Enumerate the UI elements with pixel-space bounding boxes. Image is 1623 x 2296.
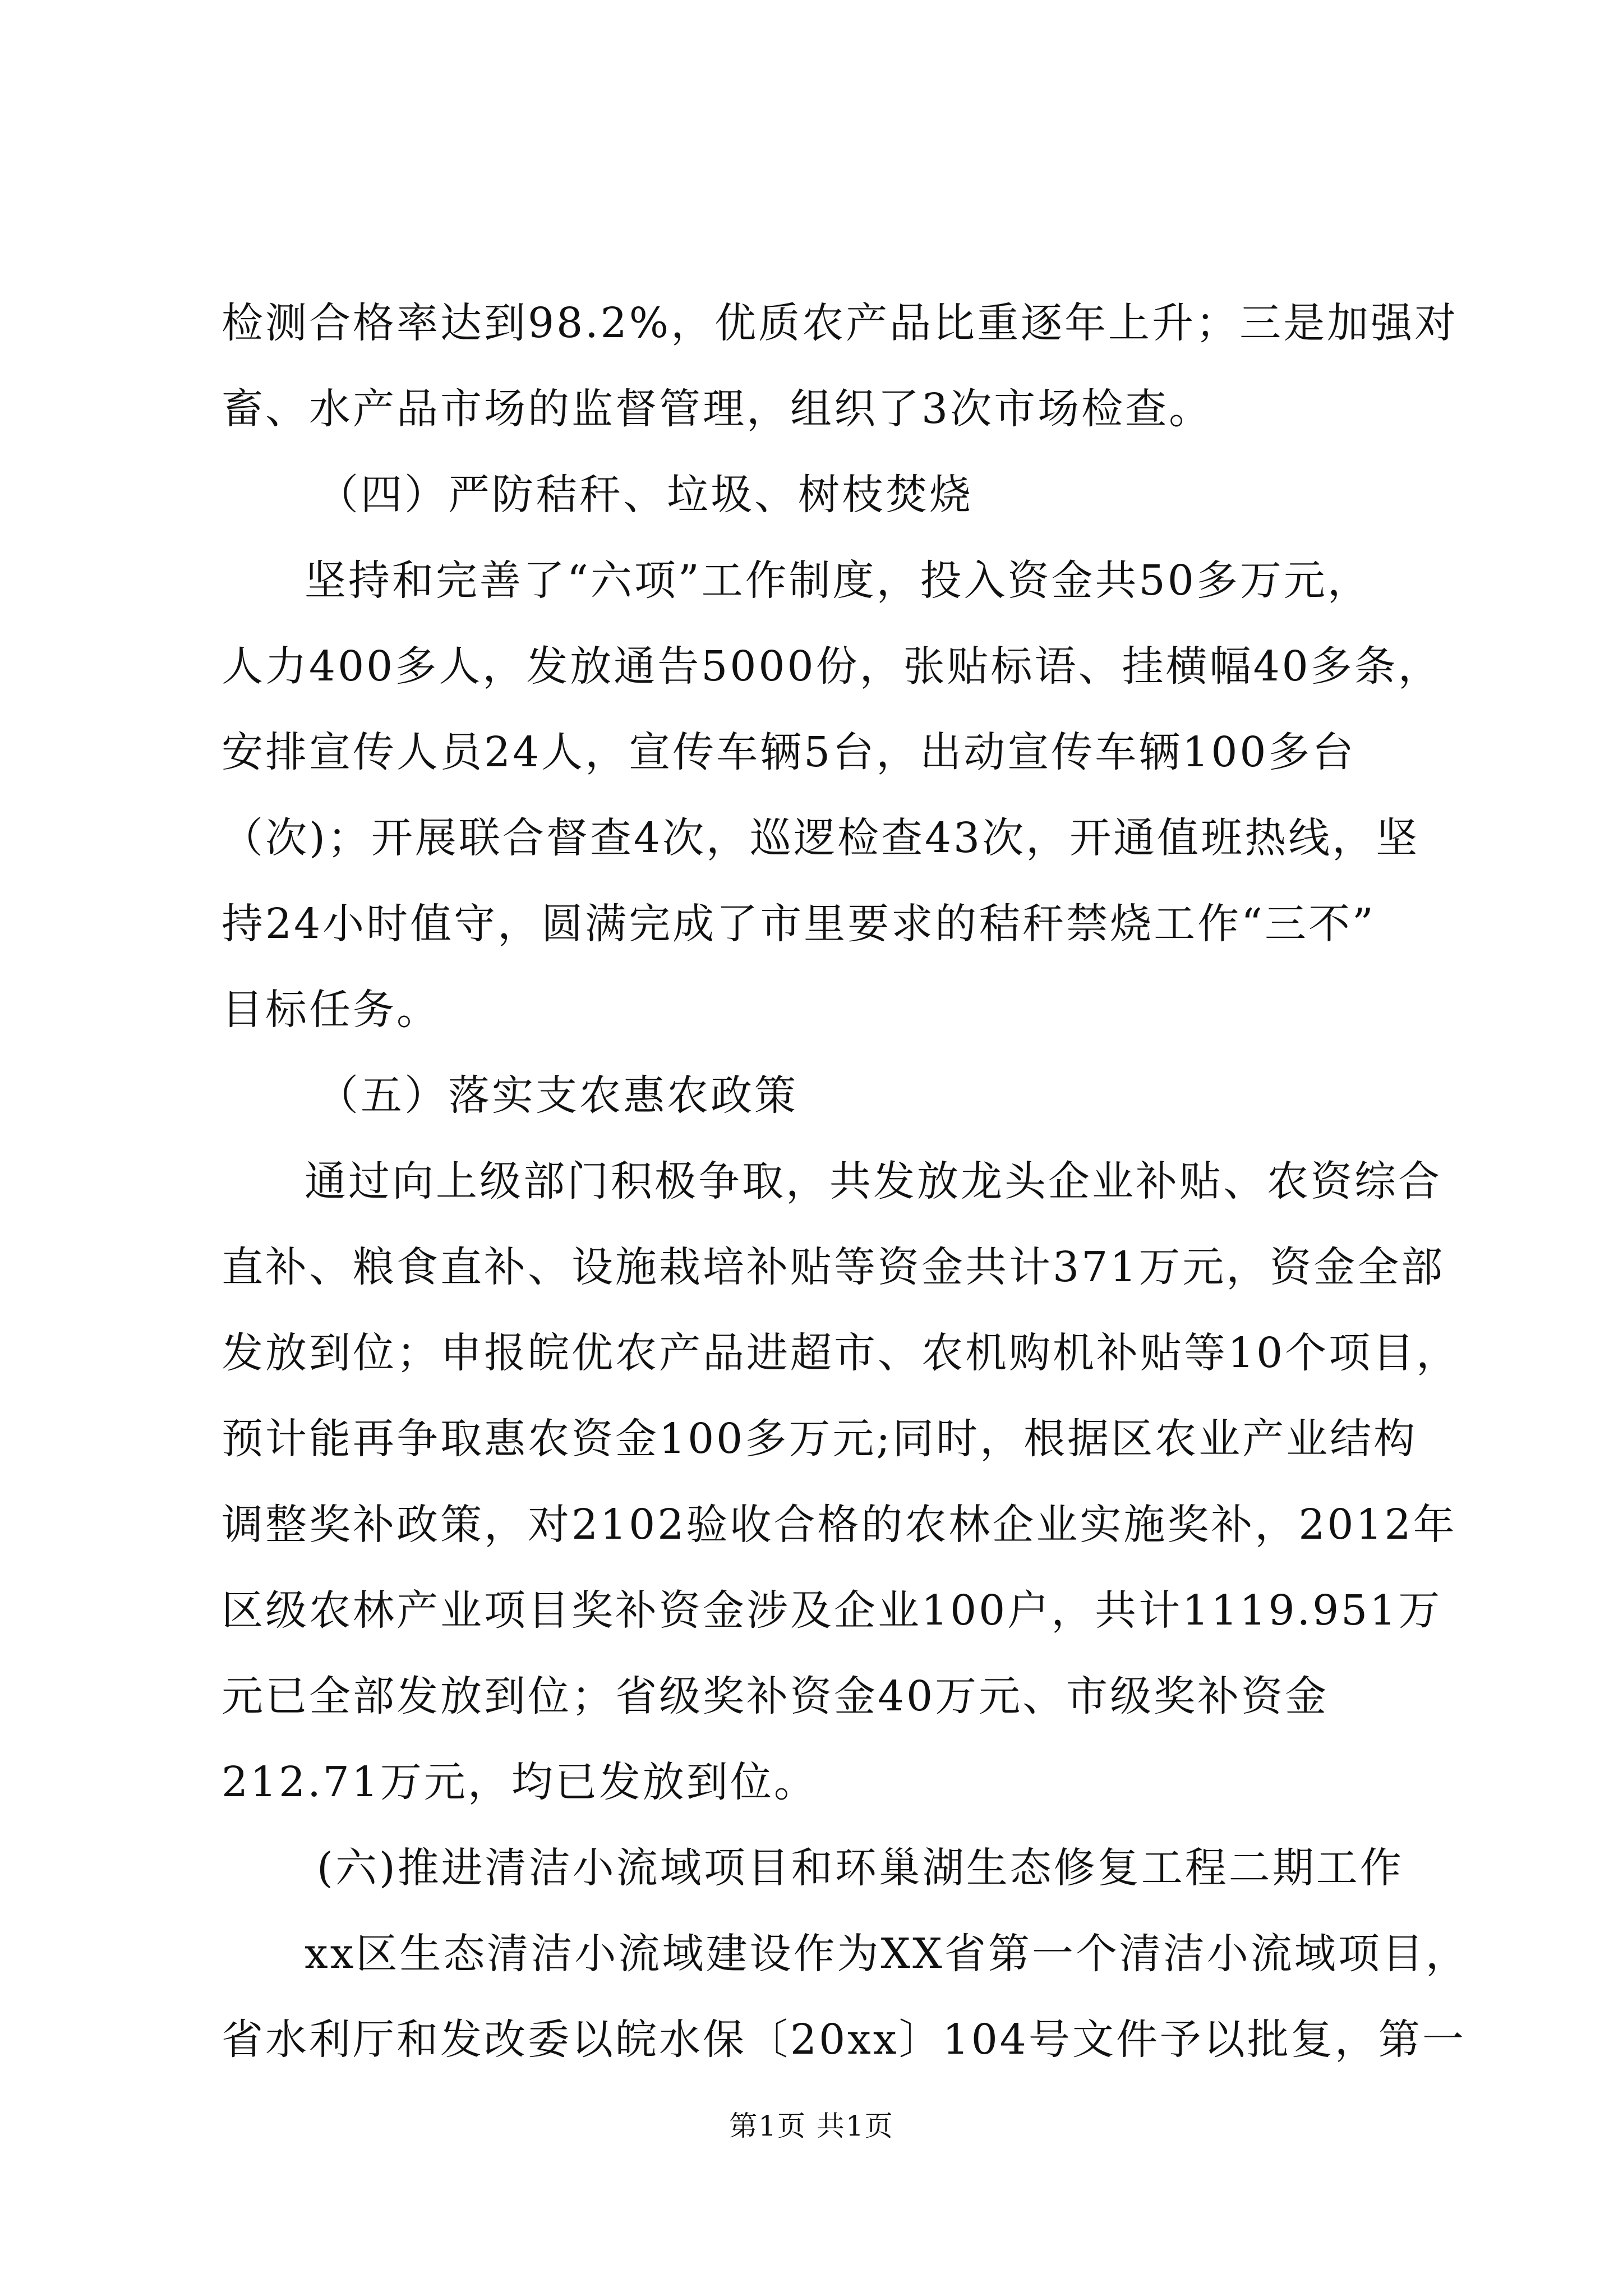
paragraph-line: 元已全部发放到位；省级奖补资金40万元、市级奖补资金 xyxy=(222,1672,1329,1720)
paragraph-line: 预计能再争取惠农资金100多万元;同时，根据区农业产业结构 xyxy=(222,1415,1418,1463)
paragraph-line: 直补、粮食直补、设施栽培补贴等资金共计371万元，资金全部 xyxy=(222,1243,1445,1291)
paragraph-line: xx区生态清洁小流域建设作为XX省第一个清洁小流域项目， xyxy=(305,1930,1469,1978)
page-footer: 第1页 共1页 xyxy=(729,2110,894,2142)
section-heading-6: (六)推进清洁小流域项目和环巢湖生态修复工程二期工作 xyxy=(317,1844,1404,1892)
paragraph-line: 调整奖补政策，对2102验收合格的农林企业实施奖补，2012年 xyxy=(222,1501,1457,1549)
paragraph-line: 省水利厅和发改委以皖水保〔20xx〕104号文件予以批复，第一 xyxy=(222,2016,1466,2064)
paragraph-line: 区级农林产业项目奖补资金涉及企业100户，共计1119.951万 xyxy=(222,1586,1442,1635)
paragraph-line: 持24小时值守，圆满完成了市里要求的秸秆禁烧工作“三不” xyxy=(222,900,1376,948)
paragraph-line: 坚持和完善了“六项”工作制度，投入资金共50多万元， xyxy=(305,556,1371,605)
paragraph-line: 安排宣传人员24人，宣传车辆5台，出动宣传车辆100多台 xyxy=(222,728,1356,776)
paragraph-line: 目标任务。 xyxy=(222,986,440,1034)
paragraph-line: 检测合格率达到98.2%，优质农产品比重逐年上升；三是加强对 xyxy=(222,299,1459,347)
document-body xyxy=(222,280,1469,2083)
paragraph-line: （次)；开展联合督查4次，巡逻检查43次，开通值班热线，坚 xyxy=(222,814,1420,862)
section-heading-4: （四）严防秸秆、垃圾、树枝焚烧 xyxy=(317,471,973,519)
section-heading-5: （五）落实支农惠农政策 xyxy=(317,1071,798,1120)
paragraph-line: 212.71万元，均已发放到位。 xyxy=(222,1758,818,1806)
paragraph-line: 人力400多人，发放通告5000份，张贴标语、挂横幅40多条， xyxy=(222,642,1442,691)
paragraph-line: 畜、水产品市场的监督管理，组织了3次市场检查。 xyxy=(222,385,1213,433)
paragraph-line: 通过向上级部门积极争取，共发放龙头企业补贴、农资综合 xyxy=(305,1157,1442,1205)
paragraph-line: 发放到位；申报皖优农产品进超市、农机购机补贴等10个项目， xyxy=(222,1329,1460,1377)
